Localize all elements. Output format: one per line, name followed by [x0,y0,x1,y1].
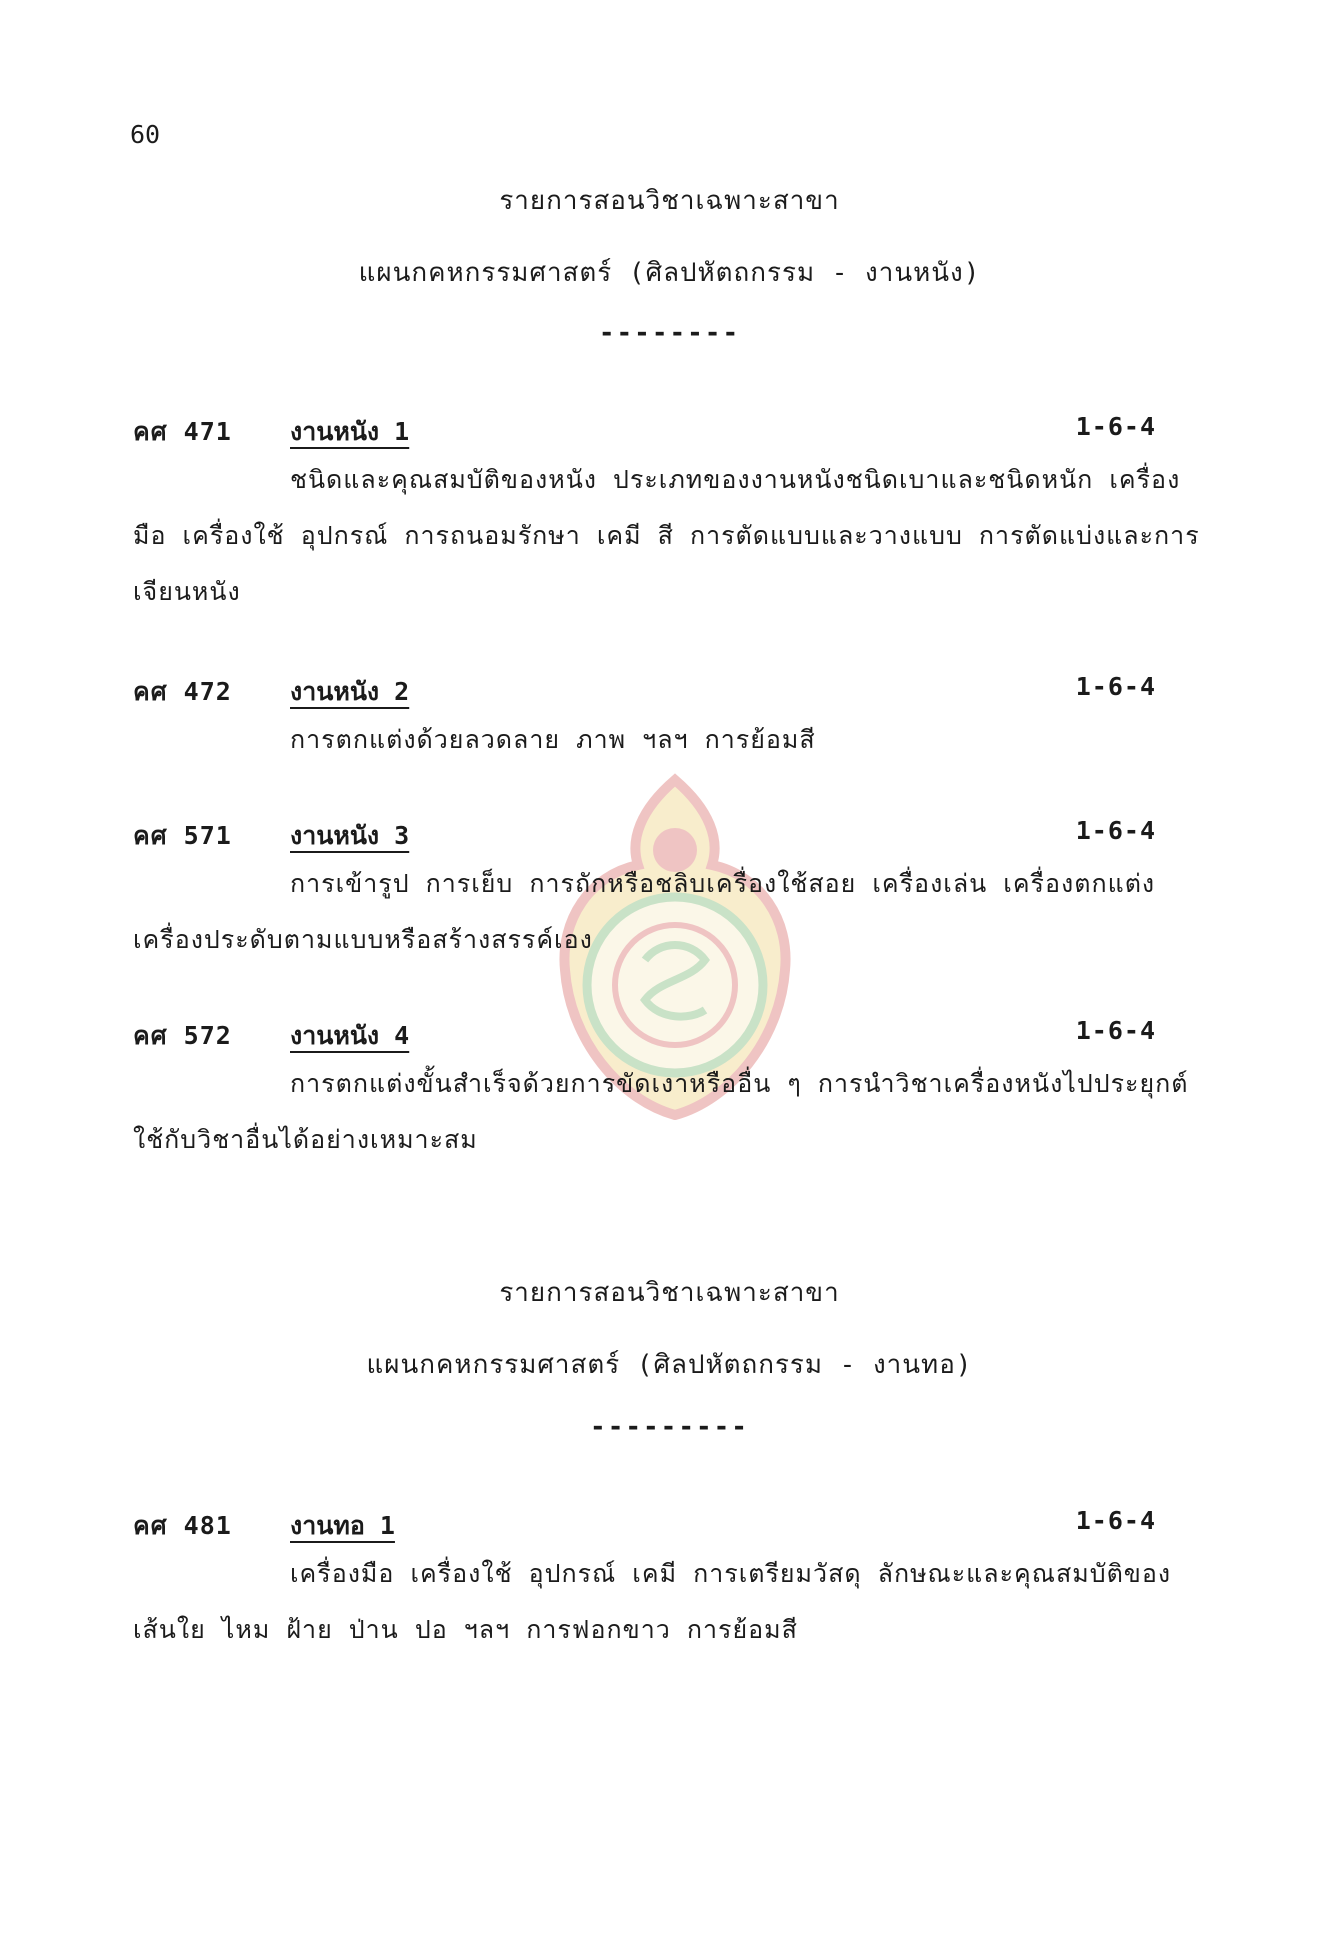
course-description: การตกแต่งขั้นสำเร็จด้วยการขัดเงาหรืออื่น ๆ การนำวิชาเครื่องหนังไปประยุกต์ใช้กับวิชาอื่นได้อย่างเหมาะสม [133,1069,1189,1154]
page-number: 60 [130,120,161,149]
course-code: คศ 471 [133,417,232,446]
course-title: งานหนัง 1 [290,417,410,446]
course-code: คศ 572 [133,1021,232,1050]
course-code: คศ 481 [133,1511,232,1540]
course-credits: 1-6-4 [1075,1016,1156,1045]
course-title: งานหนัง 3 [290,821,410,850]
course-description: การตกแต่งด้วยลวดลาย ภาพ ฯลฯ การย้อมสี [290,725,816,754]
course-title: งานทอ 1 [290,1511,395,1540]
divider: -------- [598,318,741,348]
course-title: งานหนัง 4 [290,1021,410,1050]
section-subheading: แผนกคหกรรมศาสตร์ (ศิลปหัตถกรรม - งานหนัง) [358,258,981,288]
divider: --------- [590,1412,749,1442]
section-heading: รายการสอนวิชาเฉพาะสาขา [499,1278,840,1308]
course-credits: 1-6-4 [1075,672,1156,701]
course-credits: 1-6-4 [1075,412,1156,441]
section-heading: รายการสอนวิชาเฉพาะสาขา [499,186,840,216]
section-subheading: แผนกคหกรรมศาสตร์ (ศิลปหัตถกรรม - งานทอ) [366,1350,973,1380]
course-description: ชนิดและคุณสมบัติของหนัง ประเภทของงานหนังชนิดเบาและชนิดหนัก เครื่องมือ เครื่องใช้ อุปกรณ์ การถนอมรักษา เคมี สี การตัดแบบและวางแบบ การตัดแบ่งและการเจียนหนัง [133,465,1200,606]
course-title: งานหนัง 2 [290,677,410,706]
course-code: คศ 472 [133,677,232,706]
course-description: เครื่องมือ เครื่องใช้ อุปกรณ์ เคมี การเตรียมวัสดุ ลักษณะและคุณสมบัติของเส้นใย ไหม ฝ้าย ป่าน ปอ ฯลฯ การฟอกขาว การย้อมสี [133,1559,1172,1644]
course-credits: 1-6-4 [1075,1506,1156,1535]
course-description: การเข้ารูป การเย็บ การถักหรือชลิบเครื่องใช้สอย เครื่องเล่น เครื่องตกแต่ง เครื่องประดับตามแบบหรือสร้างสรรค์เอง [133,869,1156,954]
course-code: คศ 571 [133,821,232,850]
course-credits: 1-6-4 [1075,816,1156,845]
